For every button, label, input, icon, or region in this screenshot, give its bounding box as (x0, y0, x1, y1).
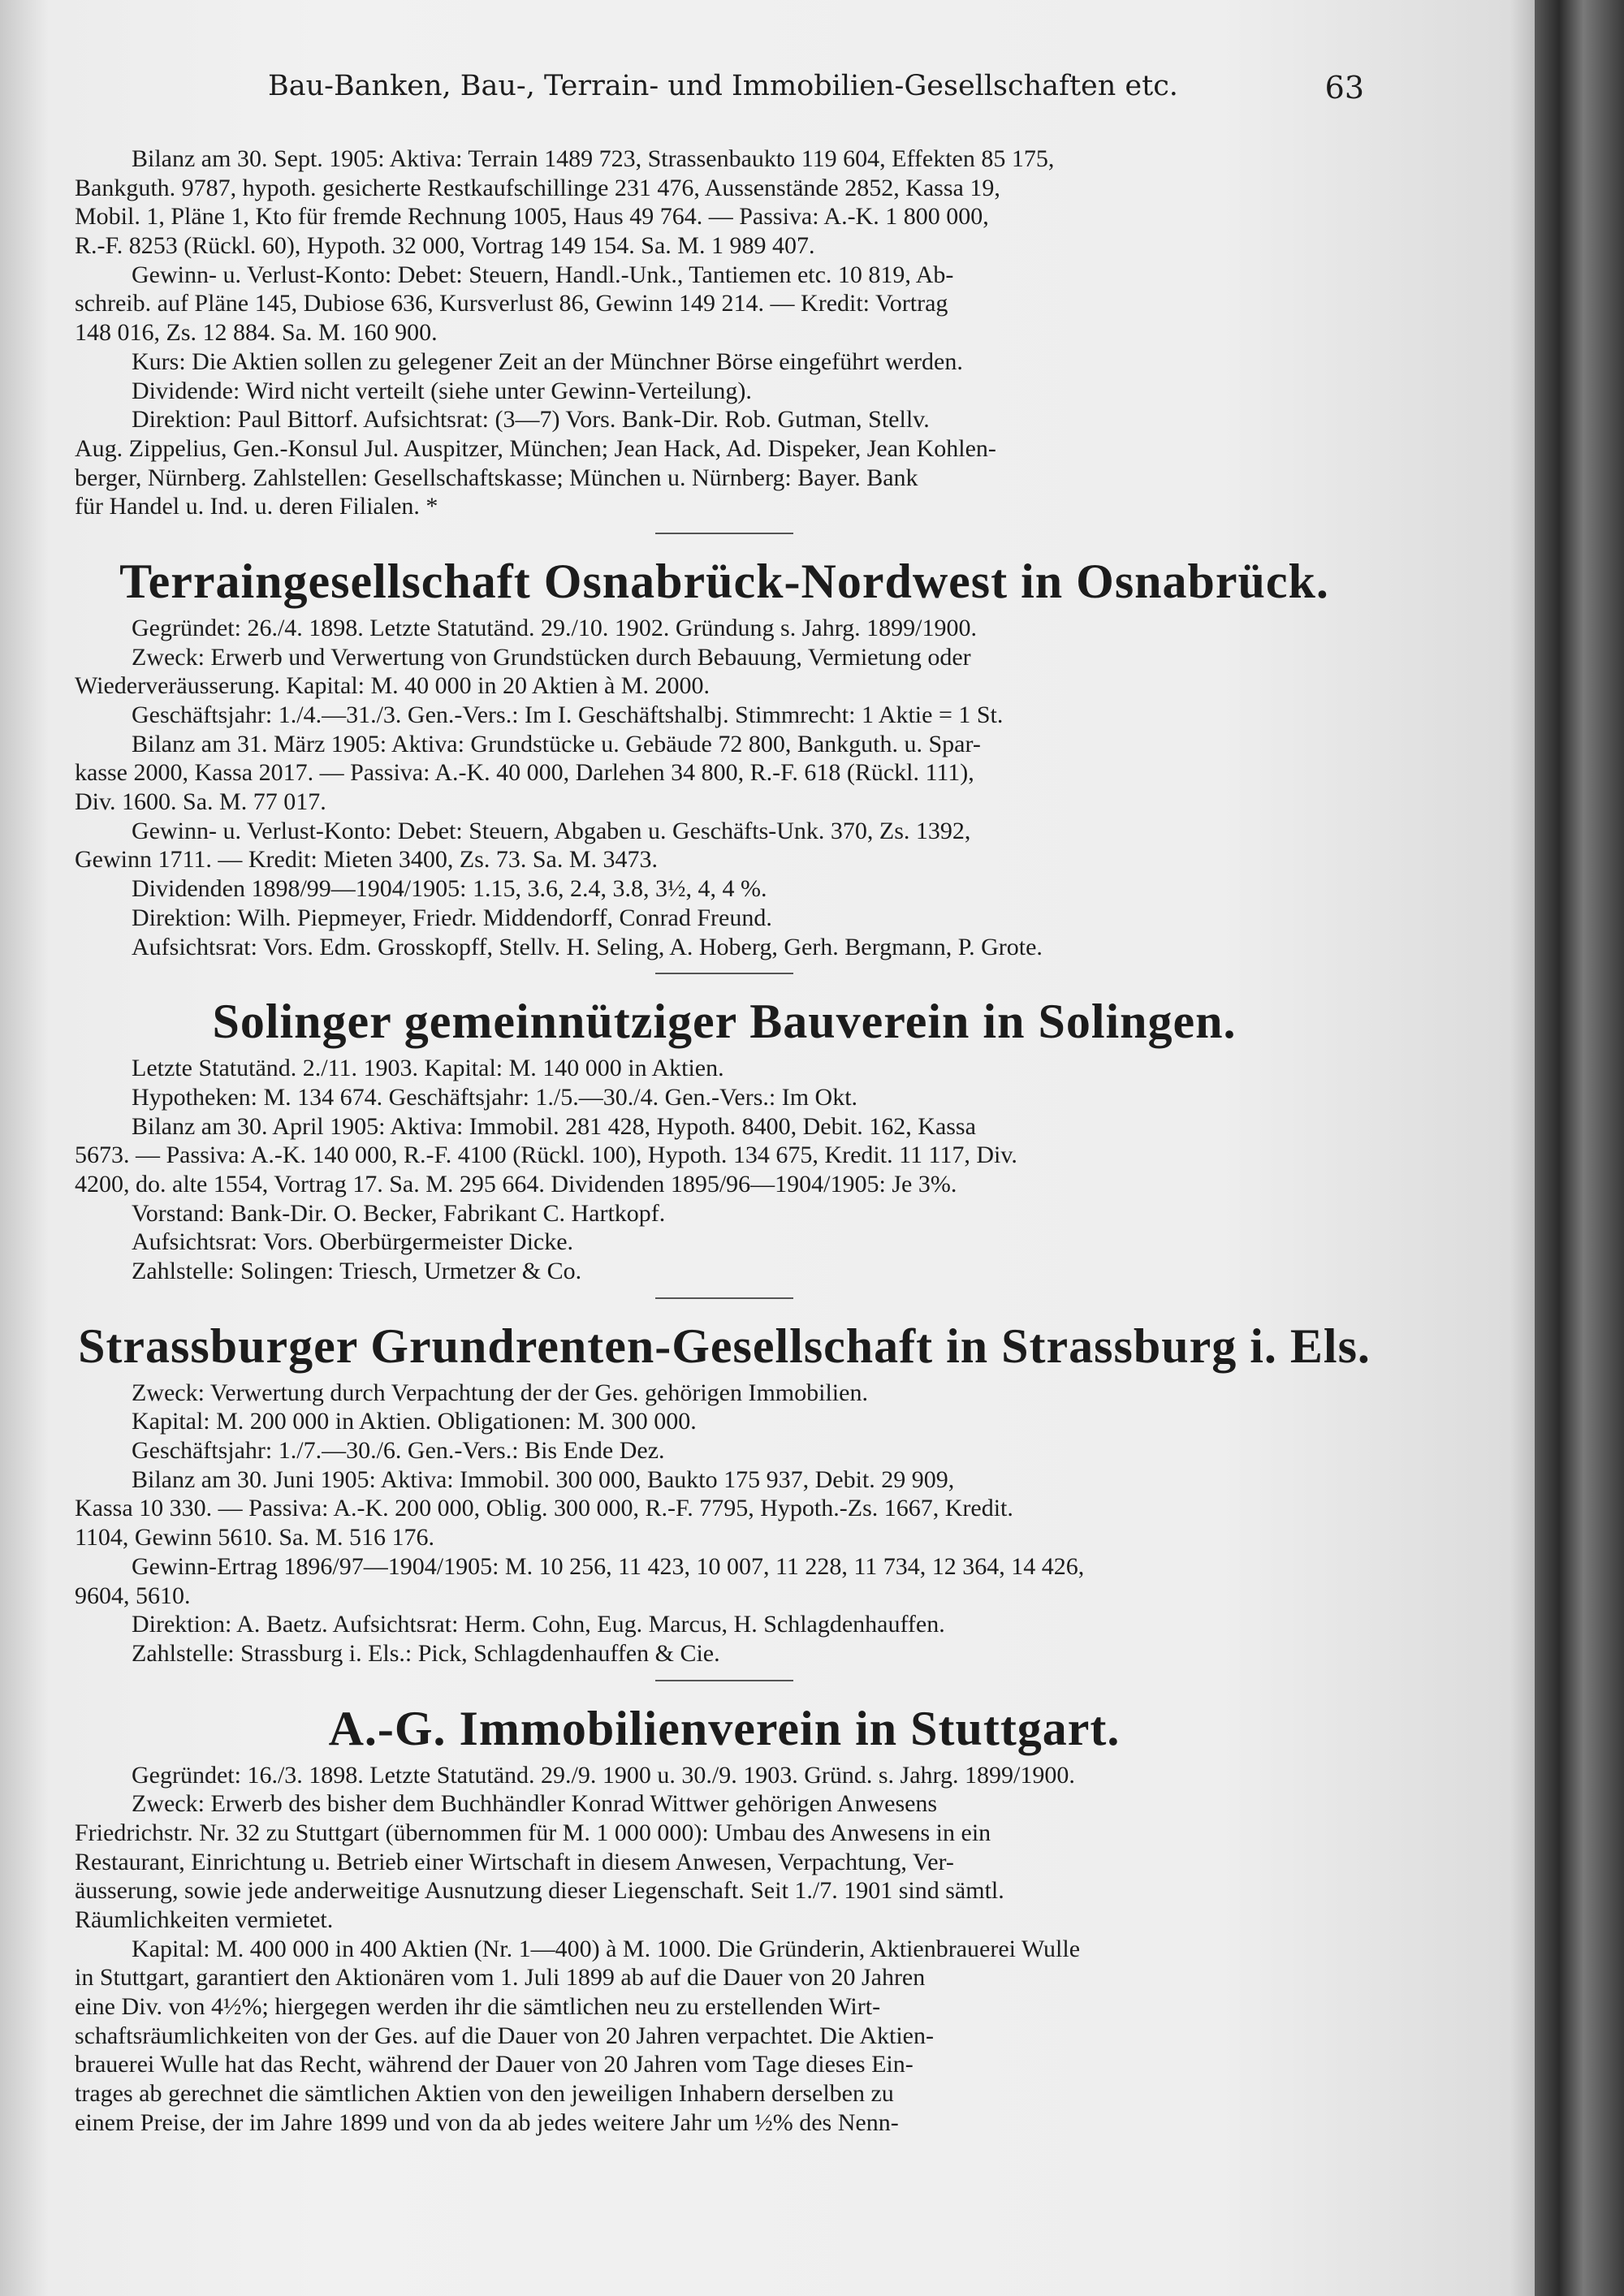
section-stuttgart (75, 1680, 1374, 2138)
text-line: Kurs: Die Aktien sollen zu gelegener Zeit an der Münchner Börse eingeführt werden. (132, 347, 963, 375)
text-line: Geschäftsjahr: 1./7.—30./6. Gen.-Vers.: Bis Ende Dez. (132, 1437, 665, 1465)
section-divider (655, 1680, 793, 1681)
text-line: Kapital: M. 400 000 in 400 Aktien (Nr. 1—400) à M. 1000. Die Gründerin, Aktienbrauerei Wulle (132, 1935, 1081, 1962)
text-line: Gewinn- u. Verlust-Konto: Debet: Steuern, Handl.-Unk., Tantiemen etc. 10 819, Ab- (132, 261, 954, 288)
text-line: Restaurant, Einrichtung u. Betrieb einer Wirtschaft in diesem Anwesen, Verpachtung, Ver- (75, 1848, 954, 1875)
section-title: Strassburger Grundrenten-Gesellschaft in Strassburg i. Els. (78, 1318, 1371, 1373)
text-line: berger, Nürnberg. Zahlstellen: Gesellschaftskasse; München u. Nürnberg: Bayer. Bank (75, 464, 918, 491)
text-line: Direktion: Paul Bittorf. Aufsichtsrat: (3—7) Vors. Bank-Dir. Rob. Gutman, Stellv. (132, 406, 930, 434)
text-line: eine Div. von 4½%; hiergegen werden ihr die sämtlichen neu zu erstellenden Wirt- (75, 1993, 881, 2021)
page-number: 63 (1324, 70, 1364, 106)
text-line: 9604, 5610. (75, 1582, 191, 1609)
text-line: Hypotheken: M. 134 674. Geschäftsjahr: 1./5.—30./4. Gen.-Vers.: Im Okt. (132, 1083, 858, 1111)
text-line: schaftsräumlichkeiten von der Ges. auf die Dauer von 20 Jahren verpachtet. Die Aktien- (75, 2022, 934, 2049)
text-line: Gewinn 1711. — Kredit: Mieten 3400, Zs. 73. Sa. M. 3473. (75, 846, 658, 874)
text-line: Vorstand: Bank-Dir. O. Becker, Fabrikant C. Hartkopf. (132, 1199, 666, 1227)
section-solingen (75, 973, 1374, 1286)
book-binding-edge (1535, 0, 1624, 2296)
page-body (75, 145, 1374, 2138)
text-line: Zweck: Erwerb des bisher dem Buchhändler Konrad Wittwer gehörigen Anwesens (132, 1790, 938, 1818)
text-line: Gewinn- u. Verlust-Konto: Debet: Steuern, Abgaben u. Geschäfts-Unk. 370, Zs. 1392, (132, 817, 971, 844)
text-line: Bilanz am 30. Sept. 1905: Aktiva: Terrain 1489 723, Strassenbaukto 119 604, Effekten 85 175, (132, 145, 1055, 172)
text-line: Zahlstelle: Strassburg i. Els.: Pick, Schlagdenhauffen & Cie. (132, 1639, 720, 1667)
text-line: Zweck: Erwerb und Verwertung von Grundstücken durch Bebauung, Vermietung oder (132, 643, 971, 671)
section-prev (75, 145, 1374, 521)
text-line: Direktion: Wilh. Piepmeyer, Friedr. Middendorff, Conrad Freund. (132, 904, 772, 931)
text-line: brauerei Wulle hat das Recht, während der Dauer von 20 Jahren vom Tage dieses Ein- (75, 2051, 914, 2078)
section-divider (655, 533, 793, 534)
section-title: Terraingesellschaft Osnabrück-Nordwest in Osnabrück. (119, 554, 1329, 608)
text-line: Zahlstelle: Solingen: Triesch, Urmetzer & Co. (132, 1258, 582, 1284)
text-line: einem Preise, der im Jahre 1899 und von da ab jedes weitere Jahr um ½% des Nenn- (75, 2108, 899, 2136)
text-line: Mobil. 1, Pläne 1, Kto für fremde Rechnung 1005, Haus 49 764. — Passiva: A.-K. 1 800 000, (75, 203, 989, 231)
running-header (268, 70, 1364, 110)
text-line: trages ab gerechnet die sämtlichen Aktien von den jeweiligen Inhabern derselben zu (75, 2080, 894, 2108)
text-line: Bilanz am 30. April 1905: Aktiva: Immobil. 281 428, Hypoth. 8400, Debit. 162, Kassa (132, 1112, 976, 1140)
text-line: R.-F. 8253 (Rückl. 60), Hypoth. 32 000, Vortrag 149 154. Sa. M. 1 989 407. (75, 232, 815, 260)
text-line: Räumlichkeiten vermietet. (75, 1906, 334, 1933)
text-line: 1104, Gewinn 5610. Sa. M. 516 176. (75, 1524, 435, 1552)
section-strassburg (75, 1297, 1374, 1668)
text-line: Kapital: M. 200 000 in Aktien. Obligationen: M. 300 000. (132, 1408, 697, 1435)
text-line: Gewinn-Ertrag 1896/97—1904/1905: M. 10 256, 11 423, 10 007, 11 228, 11 734, 12 364, 14 426, (132, 1552, 1085, 1580)
text-line: Letzte Statutänd. 2./11. 1903. Kapital: M. 140 000 in Aktien. (132, 1055, 724, 1082)
section-title: A.-G. Immobilienverein in Stuttgart. (328, 1701, 1121, 1755)
text-line: Bilanz am 30. Juni 1905: Aktiva: Immobil. 300 000, Baukto 175 937, Debit. 29 909, (132, 1465, 955, 1493)
text-line: kasse 2000, Kassa 2017. — Passiva: A.-K. 40 000, Darlehen 34 800, R.-F. 618 (Rückl. 111), (75, 759, 974, 787)
text-line: Aufsichtsrat: Vors. Edm. Grosskopff, Stellv. H. Seling, A. Hoberg, Gerh. Bergmann, P. Grote. (132, 933, 1043, 960)
section-osnabrueck (75, 533, 1374, 961)
text-line: Aufsichtsrat: Vors. Oberbürgermeister Dicke. (132, 1228, 574, 1256)
text-line: für Handel u. Ind. u. deren Filialen. * (75, 493, 438, 520)
text-line: äusserung, sowie jede anderweitige Ausnutzung dieser Liegenschaft. Seit 1./7. 1901 sind sämtl. (75, 1877, 1004, 1905)
text-line: Div. 1600. Sa. M. 77 017. (75, 788, 326, 816)
text-line: Dividenden 1898/99—1904/1905: 1.15, 3.6, 2.4, 3.8, 3½, 4, 4 %. (132, 875, 767, 903)
text-line: Friedrichstr. Nr. 32 zu Stuttgart (übernommen für M. 1 000 000): Umbau des Anwesens in ein (75, 1819, 991, 1846)
section-title: Solinger gemeinnütziger Bauverein in Solingen. (212, 995, 1237, 1049)
text-line: Direktion: A. Baetz. Aufsichtsrat: Herm. Cohn, Eug. Marcus, H. Schlagdenhauffen. (132, 1611, 945, 1638)
running-title: Bau-Banken, Bau-, Terrain- und Immobilien-Gesellschaften etc. (268, 70, 1178, 102)
text-line: Bilanz am 31. März 1905: Aktiva: Grundstücke u. Gebäude 72 800, Bankguth. u. Spar- (132, 730, 981, 757)
text-line: 5673. — Passiva: A.-K. 140 000, R.-F. 4100 (Rückl. 100), Hypoth. 134 675, Kredit. 11 117, Div. (75, 1142, 1017, 1169)
text-line: 4200, do. alte 1554, Vortrag 17. Sa. M. 295 664. Dividenden 1895/96—1904/1905: Je 3%. (75, 1170, 957, 1198)
text-line: in Stuttgart, garantiert den Aktionären vom 1. Juli 1899 ab auf die Dauer von 20 Jahren (75, 1964, 926, 1992)
text-line: Zweck: Verwertung durch Verpachtung der der Ges. gehörigen Immobilien. (132, 1379, 868, 1406)
text-line: Geschäftsjahr: 1./4.—31./3. Gen.-Vers.: Im I. Geschäftshalbj. Stimmrecht: 1 Aktie = 1 St. (132, 701, 1004, 728)
text-line: Aug. Zippelius, Gen.-Konsul Jul. Auspitzer, München; Jean Hack, Ad. Dispeker, Jean Kohlen- (75, 434, 996, 462)
section-divider (655, 973, 793, 974)
text-line: 148 016, Zs. 12 884. Sa. M. 160 900. (75, 319, 438, 347)
section-divider (655, 1297, 793, 1299)
text-line: Bankguth. 9787, hypoth. gesicherte Restkaufschillinge 231 476, Aussenstände 2852, Kassa 19, (75, 174, 1000, 201)
text-line: schreib. auf Pläne 145, Dubiose 636, Kursverlust 86, Gewinn 149 214. — Kredit: Vortrag (75, 290, 948, 317)
text-line: Gegründet: 26./4. 1898. Letzte Statutänd. 29./10. 1902. Gründung s. Jahrg. 1899/1900. (132, 614, 977, 641)
text-line: Dividende: Wird nicht verteilt (siehe unter Gewinn-Verteilung). (132, 377, 752, 404)
text-line: Kassa 10 330. — Passiva: A.-K. 200 000, Oblig. 300 000, R.-F. 7795, Hypoth.-Zs. 1667, Kredit. (75, 1495, 1013, 1522)
text-line: Gegründet: 16./3. 1898. Letzte Statutänd. 29./9. 1900 u. 30./9. 1903. Gründ. s. Jahrg. 1899/1900. (132, 1761, 1075, 1789)
text-line: Wiederveräusserung. Kapital: M. 40 000 in 20 Aktien à M. 2000. (75, 672, 710, 700)
